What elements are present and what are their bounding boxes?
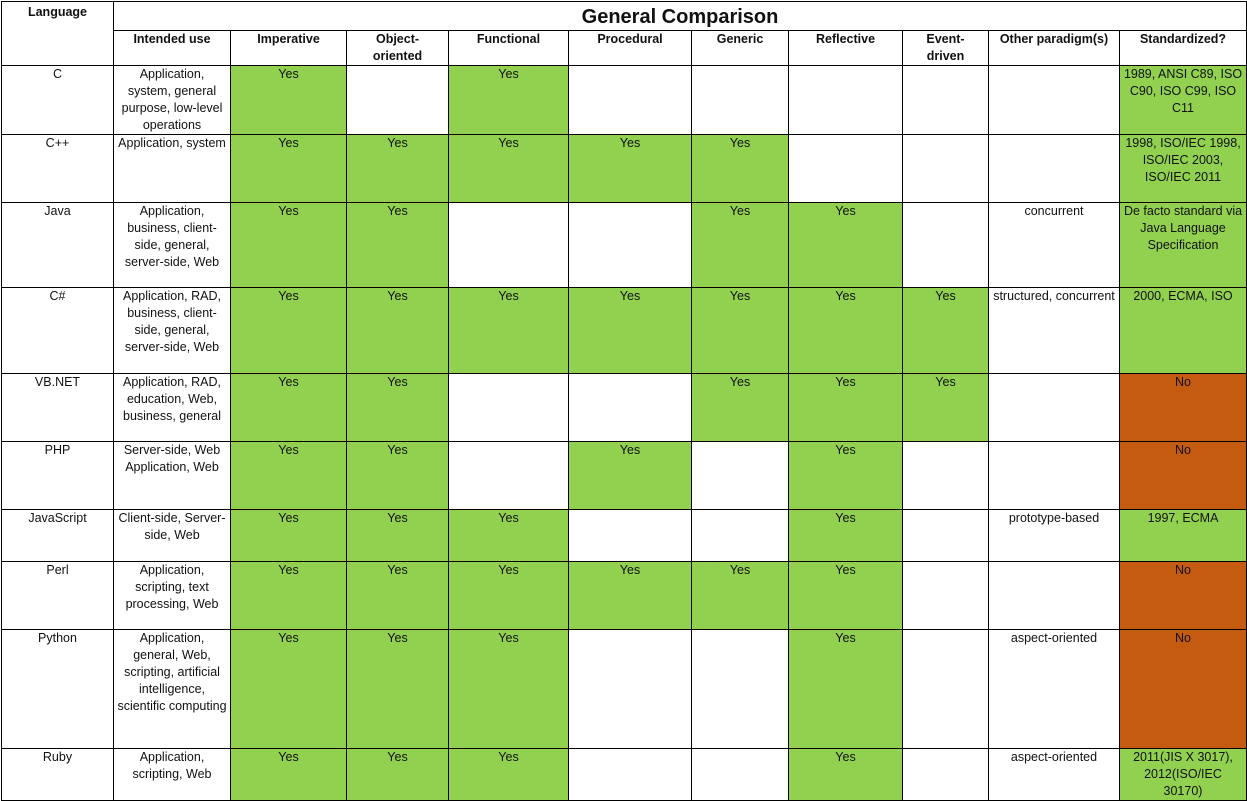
column-header-generic: Generic xyxy=(692,31,789,66)
object-oriented-cell: Yes xyxy=(347,288,449,374)
object-oriented-cell: Yes xyxy=(347,510,449,562)
other-paradigms-cell: aspect-oriented xyxy=(989,749,1120,801)
intended-use-cell: Application, scripting, text processing, Web xyxy=(114,562,231,630)
object-oriented-cell: Yes xyxy=(347,749,449,801)
table-row xyxy=(2,288,1247,374)
other-paradigms-cell xyxy=(989,135,1120,203)
intended-use-cell: Application, business, client-side, general, server-side, Web xyxy=(114,203,231,288)
reflective-cell: Yes xyxy=(789,442,903,510)
language-cell: JavaScript xyxy=(2,510,114,562)
intended-use-cell: Application, RAD, education, Web, business, general xyxy=(114,374,231,442)
table-title: General Comparison xyxy=(114,2,1247,31)
column-header-object-oriented: Object- oriented xyxy=(347,31,449,66)
column-header-event-driven: Event- driven xyxy=(903,31,989,66)
reflective-cell: Yes xyxy=(789,374,903,442)
generic-cell xyxy=(692,510,789,562)
object-oriented-cell: Yes xyxy=(347,562,449,630)
functional-cell: Yes xyxy=(449,510,569,562)
generic-cell: Yes xyxy=(692,135,789,203)
functional-cell: Yes xyxy=(449,749,569,801)
imperative-cell: Yes xyxy=(231,630,347,749)
language-cell: C# xyxy=(2,288,114,374)
language-column-header: Language xyxy=(2,2,114,66)
procedural-cell: Yes xyxy=(569,562,692,630)
procedural-cell xyxy=(569,203,692,288)
column-header-intended-use: Intended use xyxy=(114,31,231,66)
intended-use-cell: Application, system, general purpose, low-level operations xyxy=(114,66,231,135)
object-oriented-cell xyxy=(347,66,449,135)
column-header-row xyxy=(2,31,1247,66)
reflective-cell xyxy=(789,66,903,135)
imperative-cell: Yes xyxy=(231,66,347,135)
intended-use-cell: Server-side, Web Application, Web xyxy=(114,442,231,510)
functional-cell xyxy=(449,203,569,288)
generic-cell: Yes xyxy=(692,288,789,374)
event-driven-cell xyxy=(903,135,989,203)
event-driven-cell xyxy=(903,442,989,510)
event-driven-cell xyxy=(903,203,989,288)
reflective-cell: Yes xyxy=(789,749,903,801)
procedural-cell: Yes xyxy=(569,288,692,374)
functional-cell: Yes xyxy=(449,135,569,203)
procedural-cell: Yes xyxy=(569,442,692,510)
table-row xyxy=(2,749,1247,801)
table-row xyxy=(2,562,1247,630)
event-driven-cell xyxy=(903,749,989,801)
other-paradigms-cell xyxy=(989,66,1120,135)
intended-use-cell: Application, general, Web, scripting, artificial intelligence, scientific computing xyxy=(114,630,231,749)
table-row xyxy=(2,510,1247,562)
procedural-cell xyxy=(569,374,692,442)
standardized-cell: 1998, ISO/IEC 1998, ISO/IEC 2003, ISO/IEC 2011 xyxy=(1120,135,1247,203)
functional-cell: Yes xyxy=(449,288,569,374)
imperative-cell: Yes xyxy=(231,135,347,203)
event-driven-cell xyxy=(903,66,989,135)
object-oriented-cell: Yes xyxy=(347,135,449,203)
table-row xyxy=(2,442,1247,510)
table-row xyxy=(2,203,1247,288)
language-cell: Python xyxy=(2,630,114,749)
other-paradigms-cell xyxy=(989,562,1120,630)
table-row xyxy=(2,135,1247,203)
generic-cell xyxy=(692,442,789,510)
event-driven-cell: Yes xyxy=(903,288,989,374)
reflective-cell: Yes xyxy=(789,630,903,749)
comparison-table xyxy=(1,1,1247,801)
other-paradigms-cell xyxy=(989,442,1120,510)
reflective-cell xyxy=(789,135,903,203)
procedural-cell xyxy=(569,749,692,801)
object-oriented-cell: Yes xyxy=(347,630,449,749)
intended-use-cell: Application, system xyxy=(114,135,231,203)
other-paradigms-cell: concurrent xyxy=(989,203,1120,288)
reflective-cell: Yes xyxy=(789,288,903,374)
language-cell: C xyxy=(2,66,114,135)
standardized-cell: No xyxy=(1120,374,1247,442)
procedural-cell xyxy=(569,510,692,562)
imperative-cell: Yes xyxy=(231,374,347,442)
event-driven-cell: Yes xyxy=(903,374,989,442)
language-cell: C++ xyxy=(2,135,114,203)
event-driven-cell xyxy=(903,562,989,630)
imperative-cell: Yes xyxy=(231,562,347,630)
generic-cell: Yes xyxy=(692,374,789,442)
intended-use-cell: Application, RAD, business, client-side, general, server-side, Web xyxy=(114,288,231,374)
column-header-imperative: Imperative xyxy=(231,31,347,66)
other-paradigms-cell: structured, concurrent xyxy=(989,288,1120,374)
generic-cell: Yes xyxy=(692,203,789,288)
other-paradigms-cell: prototype-based xyxy=(989,510,1120,562)
standardized-cell: De facto standard via Java Language Specification xyxy=(1120,203,1247,288)
imperative-cell: Yes xyxy=(231,203,347,288)
column-header-reflective: Reflective xyxy=(789,31,903,66)
intended-use-cell: Client-side, Server-side, Web xyxy=(114,510,231,562)
event-driven-cell xyxy=(903,510,989,562)
generic-cell: Yes xyxy=(692,562,789,630)
standardized-cell: No xyxy=(1120,630,1247,749)
column-header-standardized: Standardized? xyxy=(1120,31,1247,66)
standardized-cell: No xyxy=(1120,562,1247,630)
imperative-cell: Yes xyxy=(231,442,347,510)
functional-cell xyxy=(449,442,569,510)
language-cell: Ruby xyxy=(2,749,114,801)
language-cell: Java xyxy=(2,203,114,288)
functional-cell xyxy=(449,374,569,442)
imperative-cell: Yes xyxy=(231,288,347,374)
reflective-cell: Yes xyxy=(789,203,903,288)
functional-cell: Yes xyxy=(449,562,569,630)
table-row xyxy=(2,630,1247,749)
standardized-cell: 2000, ECMA, ISO xyxy=(1120,288,1247,374)
other-paradigms-cell: aspect-oriented xyxy=(989,630,1120,749)
language-cell: VB.NET xyxy=(2,374,114,442)
table-row xyxy=(2,66,1247,135)
generic-cell xyxy=(692,630,789,749)
column-header-functional: Functional xyxy=(449,31,569,66)
procedural-cell: Yes xyxy=(569,135,692,203)
standardized-cell: 1997, ECMA xyxy=(1120,510,1247,562)
object-oriented-cell: Yes xyxy=(347,203,449,288)
standardized-cell: 2011(JIS X 3017), 2012(ISO/IEC 30170) xyxy=(1120,749,1247,801)
event-driven-cell xyxy=(903,630,989,749)
column-header-procedural: Procedural xyxy=(569,31,692,66)
imperative-cell: Yes xyxy=(231,510,347,562)
reflective-cell: Yes xyxy=(789,510,903,562)
reflective-cell: Yes xyxy=(789,562,903,630)
table-row xyxy=(2,374,1247,442)
standardized-cell: No xyxy=(1120,442,1247,510)
intended-use-cell: Application, scripting, Web xyxy=(114,749,231,801)
procedural-cell xyxy=(569,630,692,749)
functional-cell: Yes xyxy=(449,630,569,749)
procedural-cell xyxy=(569,66,692,135)
object-oriented-cell: Yes xyxy=(347,374,449,442)
object-oriented-cell: Yes xyxy=(347,442,449,510)
column-header-other-paradigms: Other paradigm(s) xyxy=(989,31,1120,66)
language-cell: PHP xyxy=(2,442,114,510)
imperative-cell: Yes xyxy=(231,749,347,801)
language-cell: Perl xyxy=(2,562,114,630)
standardized-cell: 1989, ANSI C89, ISO C90, ISO C99, ISO C11 xyxy=(1120,66,1247,135)
generic-cell xyxy=(692,66,789,135)
functional-cell: Yes xyxy=(449,66,569,135)
other-paradigms-cell xyxy=(989,374,1120,442)
generic-cell xyxy=(692,749,789,801)
table-body xyxy=(2,66,1247,801)
